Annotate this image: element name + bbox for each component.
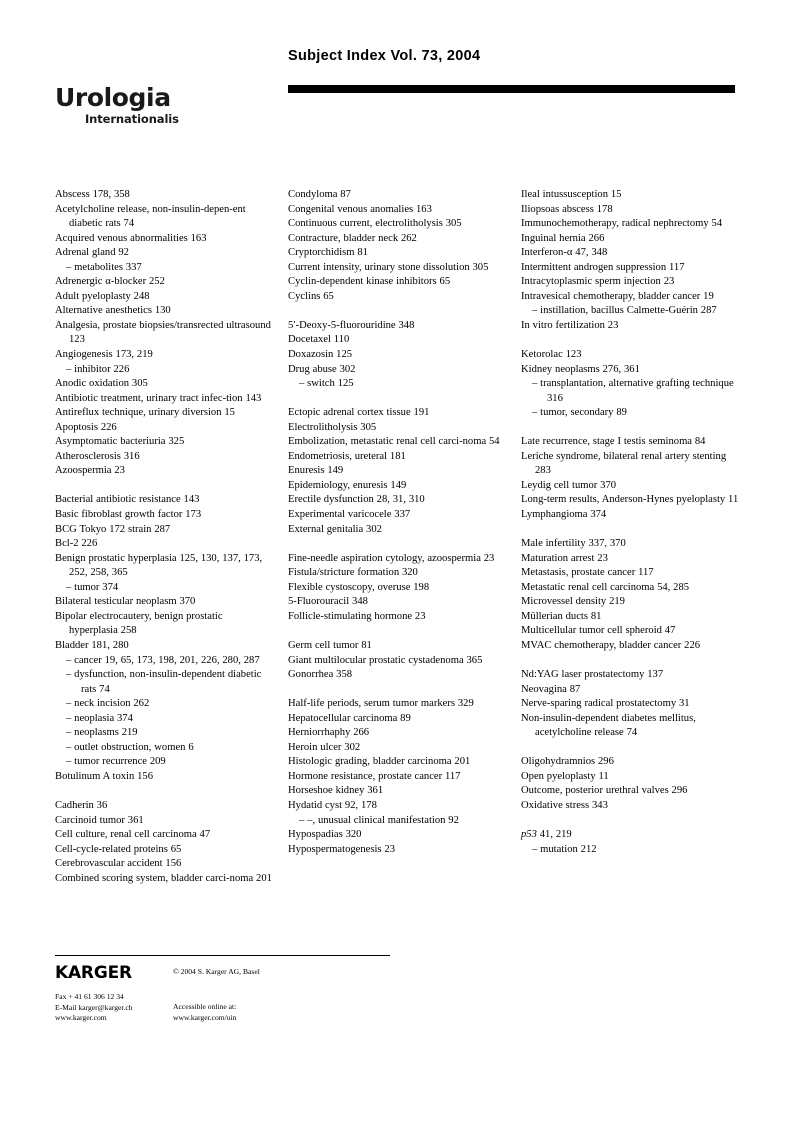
index-entry: Bacterial antibiotic resistance 143 xyxy=(55,494,200,506)
index-entry: Horseshoe kidney 361 xyxy=(288,785,384,797)
index-entry: Congenital venous anomalies 163 xyxy=(288,203,432,215)
index-entry: Cyclin-dependent kinase inhibitors 65 xyxy=(288,276,451,288)
index-entry: Carcinoid tumor 361 xyxy=(55,814,144,826)
index-entry: Microvessel density 219 xyxy=(521,596,625,608)
index-entry: Cyclins 65 xyxy=(288,290,334,302)
index-entry: Antibiotic treatment, urinary tract infec-tion 143 xyxy=(55,392,262,404)
index-entry: Long-term results, Anderson-Hynes pyeloplasty 11 xyxy=(521,494,739,506)
index-subentry: – outlet obstruction, women 6 xyxy=(66,741,194,753)
page-title: Subject Index Vol. 73, 2004 xyxy=(288,48,481,64)
journal-subtitle: Internationalis xyxy=(85,112,179,126)
index-entry: Fistula/stricture formation 320 xyxy=(288,567,418,579)
index-entry: Half-life periods, serum tumor markers 329 xyxy=(288,698,474,710)
title-rule xyxy=(288,85,735,93)
index-entry: Azoospermia 23 xyxy=(55,465,125,477)
index-entry: Ketorolac 123 xyxy=(521,349,582,361)
index-entry: Bcl-2 226 xyxy=(55,538,98,550)
letter-group-gap xyxy=(288,683,506,698)
index-subentry: – tumor, secondary 89 xyxy=(532,407,627,419)
index-subentry: – inhibitor 226 xyxy=(66,363,130,375)
index-entry: MVAC chemotherapy, bladder cancer 226 xyxy=(521,639,701,651)
index-entry: Cerebrovascular accident 156 xyxy=(55,858,182,870)
index-subentry: – switch 125 xyxy=(299,378,354,390)
page-header xyxy=(0,0,793,160)
index-entry: Bladder 181, 280 xyxy=(55,639,129,651)
index-entry: In vitro fertilization 23 xyxy=(521,319,619,331)
index-entry: Fine-needle aspiration cytology, azoospermia 23 xyxy=(288,552,495,564)
index-entry: Angiogenesis 173, 219 xyxy=(55,349,153,361)
index-entry: Asymptomatic bacteriuria 325 xyxy=(55,436,185,448)
index-entry: Adult pyeloplasty 248 xyxy=(55,290,150,302)
index-entry: Open pyeloplasty 11 xyxy=(521,770,609,782)
online-access xyxy=(173,1002,236,1023)
index-entry: Kidney neoplasms 276, 361 xyxy=(521,363,640,375)
email-address[interactable]: E-Mail karger@karger.ch xyxy=(55,1002,133,1012)
index-entry: Intravesical chemotherapy, bladder cancer 19 xyxy=(521,290,714,302)
index-entry: Hypospermatogenesis 23 xyxy=(288,843,396,855)
index-entry: Heroin ulcer 302 xyxy=(288,741,361,753)
index-entry: Acetylcholine release, non-insulin-depen-ent diabetic rats 74 xyxy=(55,203,246,230)
index-entry: Abscess 178, 358 xyxy=(55,189,130,200)
index-entry: BCG Tokyo 172 strain 287 xyxy=(55,523,171,535)
index-subentry: – dysfunction, non-insulin-dependent diabetic rats 74 xyxy=(66,669,262,695)
index-entry: Intermittent androgen suppression 117 xyxy=(521,261,685,273)
letter-group-gap xyxy=(288,624,506,639)
index-entry: Multicellular tumor cell spheroid 47 xyxy=(521,625,676,637)
index-column-3 xyxy=(521,188,739,938)
index-entry: Maturation arrest 23 xyxy=(521,552,608,564)
index-entry: Embolization, metastatic renal cell carci-noma 54 xyxy=(288,436,500,448)
copyright-notice: © 2004 S. Karger AG, Basel xyxy=(173,967,260,976)
index-entry: Experimental varicocele 337 xyxy=(288,509,411,521)
index-entry: Continuous current, electrolitholysis 305 xyxy=(288,218,462,230)
index-entry: Basic fibroblast growth factor 173 xyxy=(55,509,202,521)
index-subentry: – mutation 212 xyxy=(532,843,597,855)
letter-group-gap xyxy=(521,333,739,348)
index-entry: Hepatocellular carcinoma 89 xyxy=(288,712,411,724)
index-entry: Follicle-stimulating hormone 23 xyxy=(288,610,426,622)
index-entry: Epidemiology, enuresis 149 xyxy=(288,479,407,491)
index-subentry: – –, unusual clinical manifestation 92 xyxy=(299,814,459,826)
index-entry: Intracytoplasmic sperm injection 23 xyxy=(521,276,675,288)
letter-group-gap xyxy=(521,654,739,669)
letter-group-gap xyxy=(288,392,506,407)
index-subentry: – neck incision 262 xyxy=(66,698,150,710)
index-entry: Current intensity, urinary stone dissolution 305 xyxy=(288,261,489,273)
letter-group-gap xyxy=(521,421,739,436)
index-entry: Giant multilocular prostatic cystadenoma 365 xyxy=(288,654,483,666)
index-entry: Adrenal gland 92 xyxy=(55,247,129,259)
index-entry: Interferon-α 47, 348 xyxy=(521,247,608,259)
index-subentry: – tumor 374 xyxy=(66,581,119,593)
index-subentry: – transplantation, alternative grafting technique 316 xyxy=(532,378,734,404)
index-entry: Herniorrhaphy 266 xyxy=(288,727,370,739)
subject-index-columns xyxy=(0,188,793,938)
index-subentry: – instillation, bacillus Calmette-Guérin 287 xyxy=(532,305,717,317)
index-entry: Metastatic renal cell carcinoma 54, 285 xyxy=(521,581,690,593)
letter-group-gap xyxy=(55,784,273,799)
index-entry: Enuresis 149 xyxy=(288,465,344,477)
index-entry: Male infertility 337, 370 xyxy=(521,538,626,550)
karger-logo: KARGER xyxy=(55,963,132,983)
page-footer xyxy=(55,955,735,1033)
index-entry: Ileal intussusception 15 xyxy=(521,189,622,200)
index-entry: Non-insulin-dependent diabetes mellitus, acetylcholine release 74 xyxy=(521,712,696,739)
index-entry: p53 41, 219 xyxy=(521,829,572,841)
index-entry: Endometriosis, ureteral 181 xyxy=(288,450,406,462)
index-entry: Cryptorchidism 81 xyxy=(288,247,368,259)
index-entry: Cadherin 36 xyxy=(55,799,108,811)
index-subentry: – neoplasms 219 xyxy=(66,727,138,739)
index-entry: Nerve-sparing radical prostatectomy 31 xyxy=(521,698,690,710)
fax-number: Fax + 41 61 306 12 34 xyxy=(55,992,124,1001)
index-entry: Gonorrhea 358 xyxy=(288,669,353,681)
index-entry: Condyloma 87 xyxy=(288,189,351,200)
index-entry: Doxazosin 125 xyxy=(288,349,353,361)
footer-rule xyxy=(55,955,390,956)
index-subentry: – metabolites 337 xyxy=(66,261,142,273)
index-entry: Antireflux technique, urinary diversion 15 xyxy=(55,407,235,419)
index-entry: Neovagina 87 xyxy=(521,683,581,695)
index-entry: Apoptosis 226 xyxy=(55,421,117,433)
index-entry: Hypospadias 320 xyxy=(288,829,362,841)
index-entry: Combined scoring system, bladder carci-noma 201 xyxy=(55,872,272,884)
letter-group-gap xyxy=(288,537,506,552)
index-column-1 xyxy=(55,188,273,938)
index-entry: Alternative anesthetics 130 xyxy=(55,305,171,317)
online-access-url[interactable]: www.karger.com/uin xyxy=(173,1012,237,1022)
index-entry: Bilateral testicular neoplasm 370 xyxy=(55,596,196,608)
index-entry: Leriche syndrome, bilateral renal artery stenting 283 xyxy=(521,450,727,477)
letter-group-gap xyxy=(288,304,506,319)
index-entry: Leydig cell tumor 370 xyxy=(521,479,617,491)
index-entry: Botulinum A toxin 156 xyxy=(55,770,154,782)
index-entry: Nd:YAG laser prostatectomy 137 xyxy=(521,669,664,681)
index-column-2 xyxy=(288,188,506,938)
online-access-label: Accessible online at: xyxy=(173,1002,237,1011)
index-entry: Ectopic adrenal cortex tissue 191 xyxy=(288,407,430,419)
index-entry: Acquired venous abnormalities 163 xyxy=(55,232,207,244)
index-entry: Atherosclerosis 316 xyxy=(55,450,140,462)
index-entry: Anodic oxidation 305 xyxy=(55,378,148,390)
index-entry: Metastasis, prostate cancer 117 xyxy=(521,567,654,579)
index-entry: Oligohydramnios 296 xyxy=(521,756,614,768)
italic-term: p53 xyxy=(521,829,537,841)
index-entry: Inguinal hernia 266 xyxy=(521,232,605,244)
index-entry: Benign prostatic hyperplasia 125, 130, 137, 173, 252, 258, 365 xyxy=(55,552,263,579)
journal-name: Urologia xyxy=(55,83,171,112)
letter-group-gap xyxy=(55,479,273,494)
publisher-contact xyxy=(55,992,133,1024)
index-entry: Docetaxel 110 xyxy=(288,334,350,346)
index-entry: Electrolitholysis 305 xyxy=(288,421,377,433)
index-entry: Cell culture, renal cell carcinoma 47 xyxy=(55,829,211,841)
index-subentry: – cancer 19, 65, 173, 198, 201, 226, 280, 287 xyxy=(66,654,260,666)
journal-masthead xyxy=(55,84,255,126)
index-entry: 5′-Deoxy-5-fluorouridine 348 xyxy=(288,319,415,331)
index-entry: Immunochemotherapy, radical nephrectomy 54 xyxy=(521,218,723,230)
index-subentry: – tumor recurrence 209 xyxy=(66,756,166,768)
index-entry: Analgesia, prostate biopsies/transrected ultrasound 123 xyxy=(55,319,271,346)
index-entry: Contracture, bladder neck 262 xyxy=(288,232,417,244)
index-entry: Outcome, posterior urethral valves 296 xyxy=(521,785,688,797)
index-entry: Cell-cycle-related proteins 65 xyxy=(55,843,182,855)
index-entry: 5-Fluorouracil 348 xyxy=(288,596,368,608)
index-entry: Histologic grading, bladder carcinoma 201 xyxy=(288,756,471,768)
index-entry: Germ cell tumor 81 xyxy=(288,639,372,651)
letter-group-gap xyxy=(521,741,739,756)
index-entry: Adrenergic α-blocker 252 xyxy=(55,276,165,288)
letter-group-gap xyxy=(521,814,739,829)
index-entry: Müllerian ducts 81 xyxy=(521,610,602,622)
index-entry: Late recurrence, stage I testis seminoma 84 xyxy=(521,436,706,448)
index-entry: External genitalia 302 xyxy=(288,523,382,535)
index-entry: Erectile dysfunction 28, 31, 310 xyxy=(288,494,425,506)
letter-group-gap xyxy=(521,523,739,538)
index-entry: Hydatid cyst 92, 178 xyxy=(288,799,377,811)
index-entry: Flexible cystoscopy, overuse 198 xyxy=(288,581,430,593)
index-entry: Lymphangioma 374 xyxy=(521,509,607,521)
index-subentry: – neoplasia 374 xyxy=(66,712,133,724)
index-entry: Hormone resistance, prostate cancer 117 xyxy=(288,770,461,782)
index-entry: Drug abuse 302 xyxy=(288,363,356,375)
index-entry: Oxidative stress 343 xyxy=(521,799,608,811)
index-entry: Iliopsoas abscess 178 xyxy=(521,203,613,215)
index-entry: Bipolar electrocautery, benign prostatic hyperplasia 258 xyxy=(55,610,223,637)
website-url[interactable]: www.karger.com xyxy=(55,1013,107,1023)
